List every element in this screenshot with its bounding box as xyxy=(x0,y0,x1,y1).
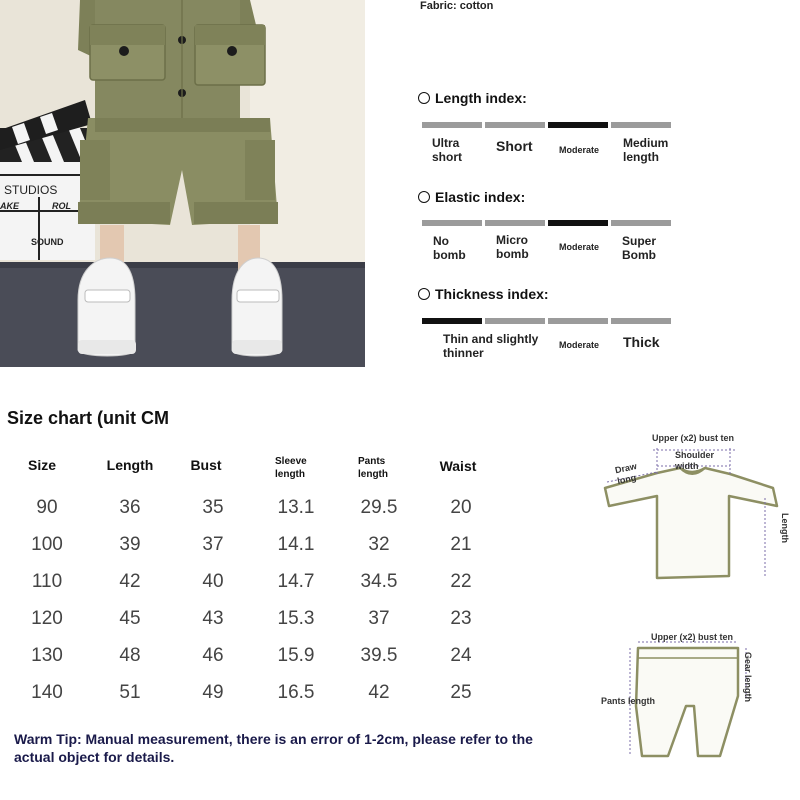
cell-size: 110 xyxy=(31,571,63,592)
cell-length: 48 xyxy=(119,645,141,666)
cell-size: 90 xyxy=(36,497,58,518)
thickness-option-1: Thin and slightly thinner xyxy=(443,332,539,360)
shirt-image xyxy=(78,0,265,120)
header-waist: Waist xyxy=(439,458,477,474)
pants-top-label: Upper (x2) bust ten xyxy=(651,632,734,642)
elastic-scale-segment-3-active xyxy=(548,220,608,226)
clapperboard-take-text: AKE xyxy=(0,201,20,211)
elastic-scale-segment-1 xyxy=(422,220,482,226)
cell-waist: 22 xyxy=(450,571,472,592)
cell-sleeve-length: 14.1 xyxy=(277,534,315,555)
cell-pants-length: 37 xyxy=(368,608,390,629)
thickness-index-title: Thickness index: xyxy=(435,286,549,302)
length-index-title: Length index: xyxy=(435,90,527,106)
cell-size: 120 xyxy=(31,608,63,629)
length-option-2: Short xyxy=(496,138,533,154)
radio-circle-icon xyxy=(418,191,430,203)
header-bust: Bust xyxy=(190,457,222,473)
thickness-index xyxy=(418,286,549,302)
elastic-option-3: Moderate xyxy=(559,242,600,252)
clapperboard-studio-text: STUDIOS xyxy=(4,183,58,197)
cell-pants-length: 34.5 xyxy=(360,571,398,592)
shirt-bust-label: Upper (x2) bust ten xyxy=(652,433,735,443)
shirt-draw-long-label: Draw long xyxy=(614,460,638,487)
thickness-scale-segment-3 xyxy=(548,318,608,324)
elastic-scale-segment-2 xyxy=(485,220,545,226)
pants-gear-label: Gear length xyxy=(743,652,753,703)
cell-waist: 24 xyxy=(450,645,472,666)
cell-length: 42 xyxy=(119,571,141,592)
pants-length-label: Pants length xyxy=(601,696,656,706)
header-length: Length xyxy=(106,457,154,473)
cell-pants-length: 29.5 xyxy=(360,497,398,518)
clapperboard-sound-text: SOUND xyxy=(31,237,64,247)
warm-tip: Warm Tip: Manual measurement, there is an error of 1-2cm, please refer to the actual object for details. xyxy=(14,731,533,765)
cell-sleeve-length: 16.5 xyxy=(277,682,315,703)
clapperboard-roll-text: ROL xyxy=(52,201,71,211)
cell-bust: 43 xyxy=(202,608,224,629)
cell-length: 45 xyxy=(119,608,141,629)
cell-pants-length: 39.5 xyxy=(360,645,398,666)
length-option-1: Ultra short xyxy=(432,136,462,164)
radio-circle-icon xyxy=(418,92,430,104)
pants-measurement-diagram xyxy=(598,628,798,763)
thickness-scale-segment-1-active xyxy=(422,318,482,324)
cell-length: 39 xyxy=(119,534,141,555)
length-scale-segment-4 xyxy=(611,122,671,128)
length-option-4: Medium length xyxy=(623,136,669,164)
cell-length: 36 xyxy=(119,497,141,518)
elastic-option-1: No bomb xyxy=(433,234,466,262)
thickness-scale-segment-2 xyxy=(485,318,545,324)
length-scale-segment-1 xyxy=(422,122,482,128)
cell-waist: 20 xyxy=(450,497,472,518)
elastic-option-2: Micro bomb xyxy=(496,233,529,261)
cell-bust: 49 xyxy=(202,682,224,703)
shirt-length-label: Length xyxy=(780,513,790,543)
length-option-3: Moderate xyxy=(559,145,600,155)
elastic-scale-segment-4 xyxy=(611,220,671,226)
cell-sleeve-length: 13.1 xyxy=(277,497,315,518)
cell-waist: 21 xyxy=(450,534,472,555)
elastic-option-4: Super Bomb xyxy=(622,234,657,262)
product-photo xyxy=(0,0,365,367)
header-size: Size xyxy=(27,457,56,473)
cell-waist: 25 xyxy=(450,682,472,703)
cell-sleeve-length: 14.7 xyxy=(277,571,315,592)
shirt-shoulder-width-label: Shoulder width xyxy=(675,450,715,471)
cell-pants-length: 32 xyxy=(368,534,390,555)
radio-circle-icon xyxy=(418,288,430,300)
length-scale-segment-2 xyxy=(485,122,545,128)
thickness-option-3: Thick xyxy=(623,334,660,350)
elastic-index xyxy=(418,189,525,205)
thickness-option-2: Moderate xyxy=(559,340,600,350)
cell-size: 140 xyxy=(31,682,63,703)
cell-bust: 35 xyxy=(202,497,224,518)
elastic-index-title: Elastic index: xyxy=(435,189,526,205)
size-chart-title: Size chart (unit CM xyxy=(7,408,170,428)
cell-size: 100 xyxy=(31,534,63,555)
cell-sleeve-length: 15.3 xyxy=(277,608,315,629)
cell-bust: 37 xyxy=(202,534,224,555)
cell-bust: 46 xyxy=(202,645,224,666)
length-index xyxy=(418,90,527,106)
cell-sleeve-length: 15.9 xyxy=(277,645,315,666)
fabric-label: Fabric: cotton xyxy=(420,0,494,12)
cell-length: 51 xyxy=(119,682,141,703)
thickness-scale-segment-4 xyxy=(611,318,671,324)
length-scale-segment-3-active xyxy=(548,122,608,128)
cell-waist: 23 xyxy=(450,608,472,629)
cell-bust: 40 xyxy=(202,571,224,592)
cell-size: 130 xyxy=(31,645,63,666)
header-sleeve-length: Sleeve length xyxy=(275,456,307,480)
header-pants-length: Pants length xyxy=(358,456,388,480)
cell-pants-length: 42 xyxy=(368,682,390,703)
